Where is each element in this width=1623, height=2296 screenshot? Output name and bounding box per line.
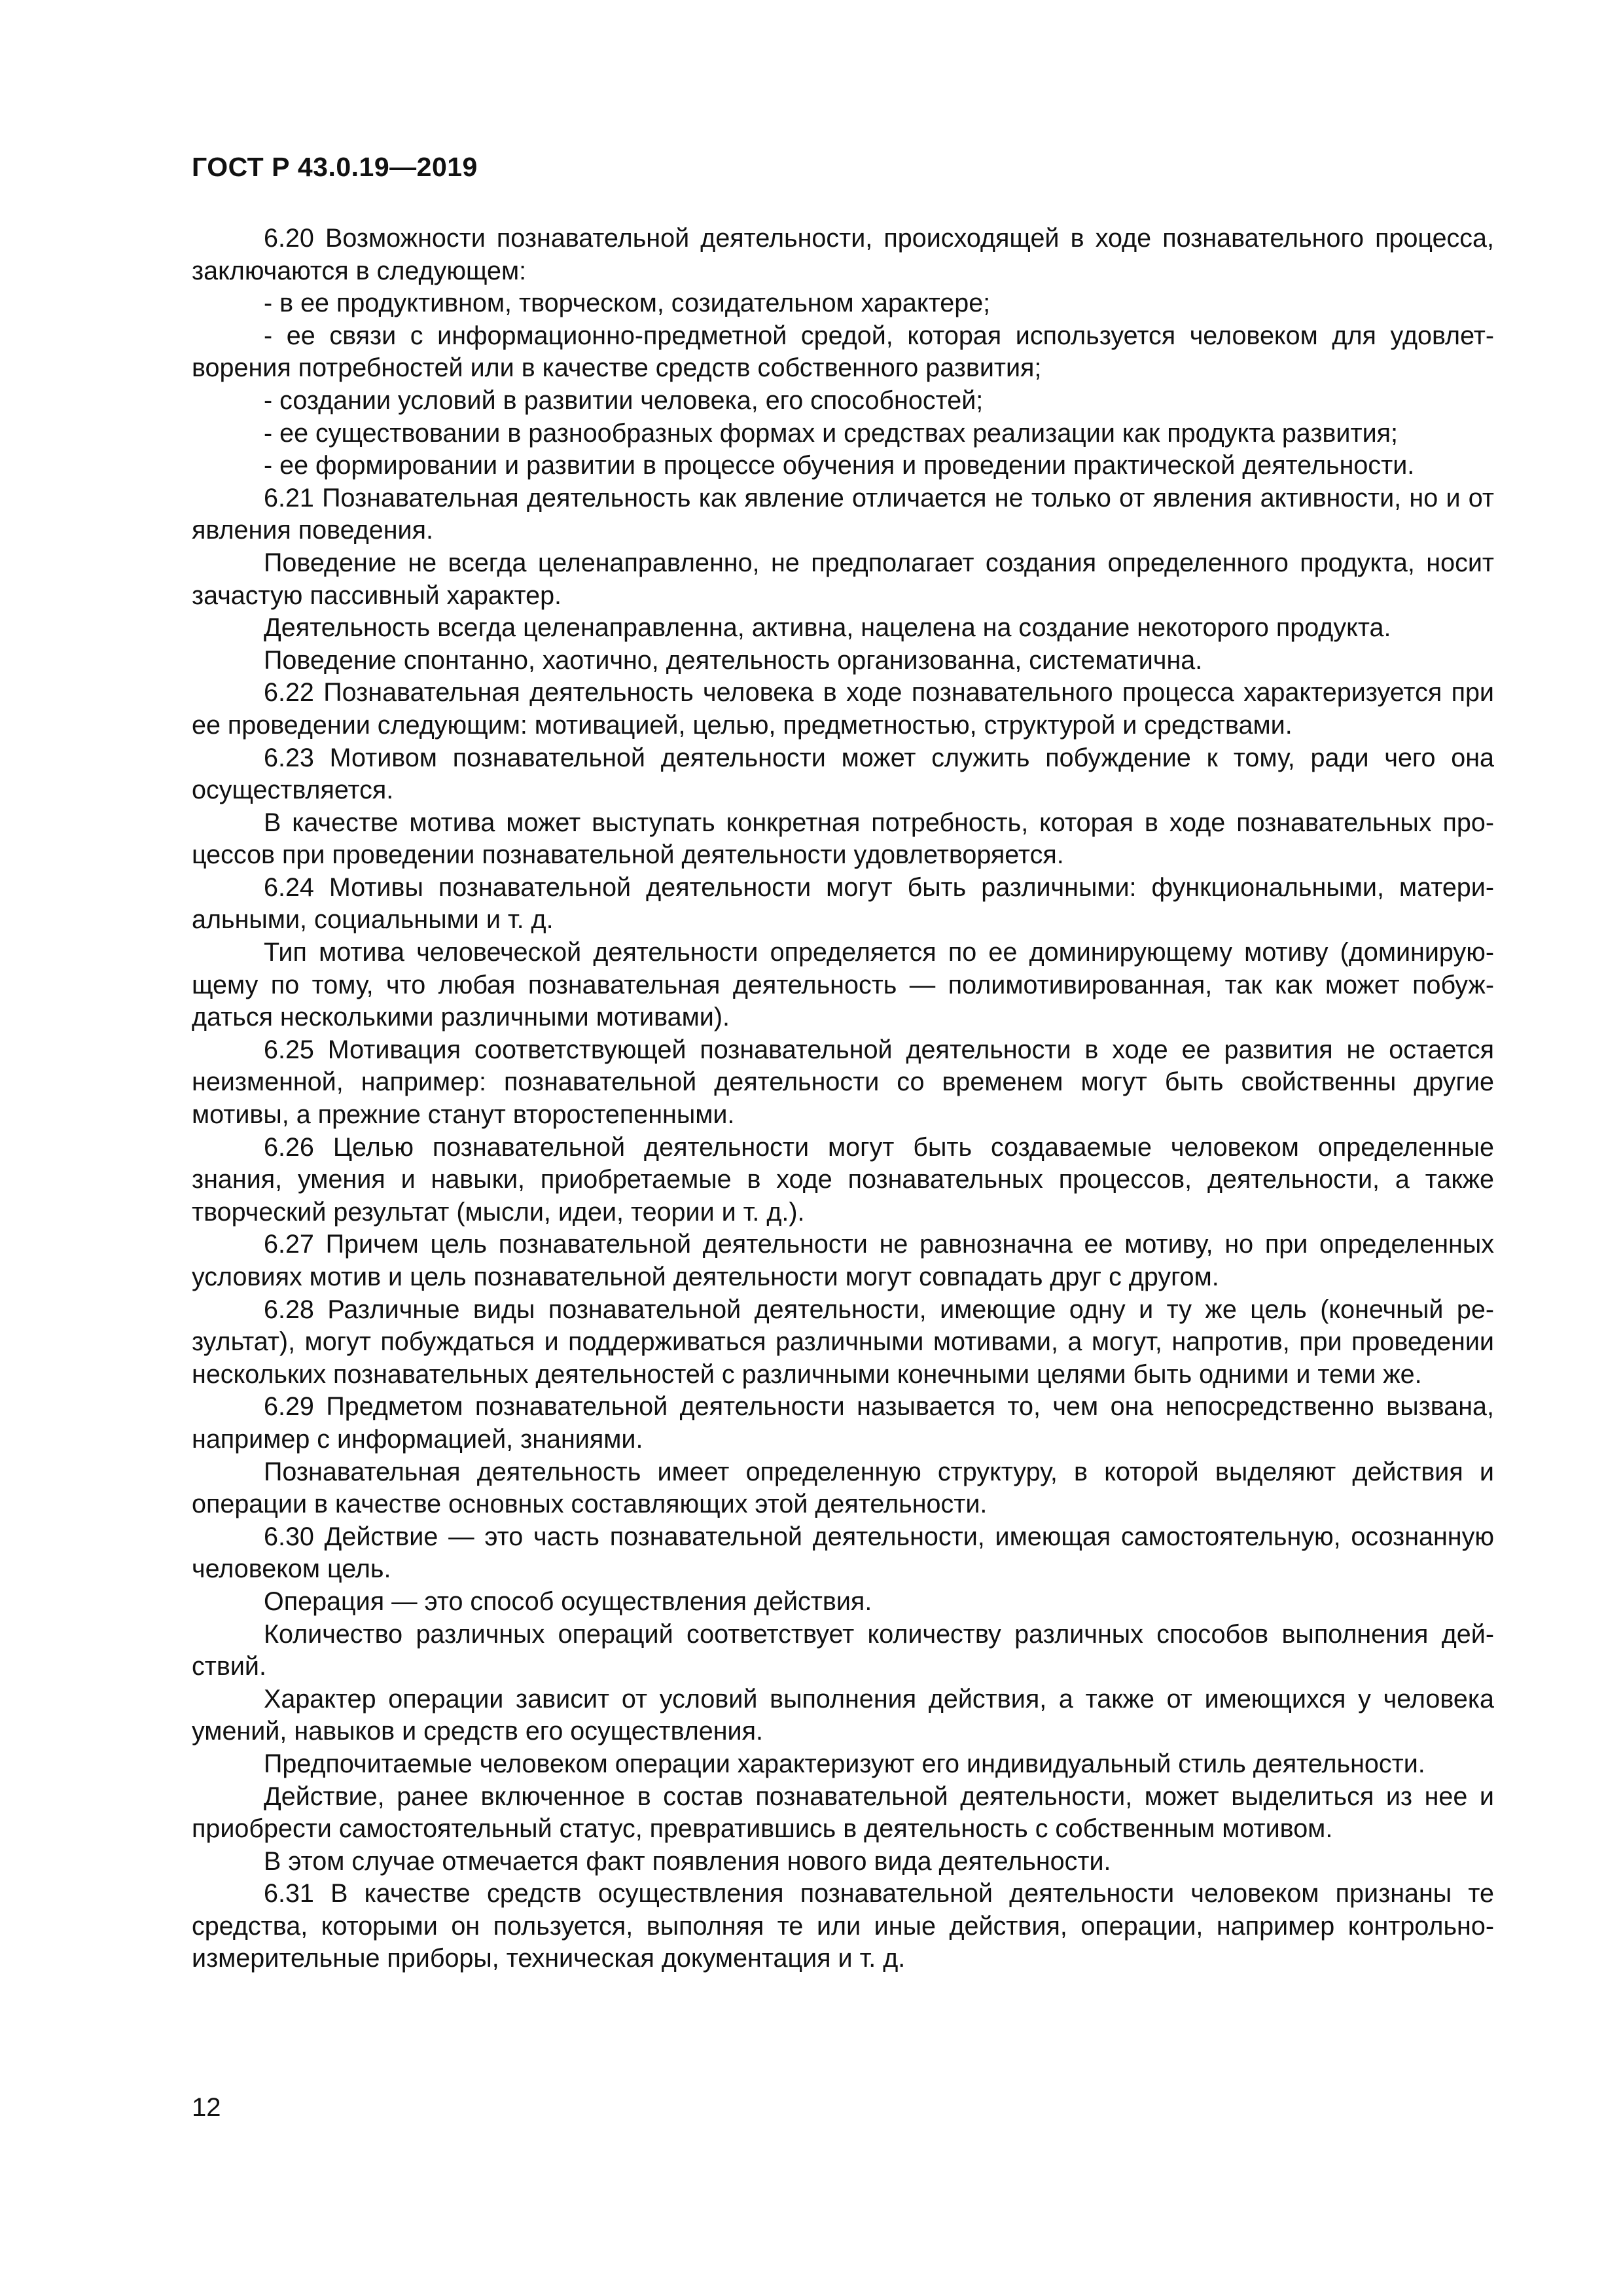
paragraph: Характер операции зависит от условий выполнения действия, а также от имеющихся у человека умений, навыков и средств его осуществления. xyxy=(192,1684,1494,1746)
paragraph-6-22: 6.22 Познавательная деятельность человека в ходе познавательного процесса характеризуется при ее проведении следующим: мотивацией, целью, предметностью, структурой и средствами. xyxy=(192,678,1494,740)
paragraph: Операция — это способ осуществления действия. xyxy=(264,1587,872,1616)
paragraph: Предпочитаемые человеком операции характеризуют его индивидуальный стиль деятельности. xyxy=(264,1749,1425,1778)
paragraph: Тип мотива человеческой деятельности определяется по ее доминирующему мотиву (доминирующему по тому, что любая познавательная деятельность — полимотивированная, так как может побуждаться несколькими различными мотивами). xyxy=(192,938,1494,1032)
paragraph: Количество различных операций соответствует количеству различных способов выполнения действий. xyxy=(192,1619,1494,1681)
paragraph: Поведение не всегда целенаправленно, не предполагает создания определенного продукта, носит зачастую пассивный характер. xyxy=(192,548,1494,610)
paragraph-6-30: 6.30 Действие — это часть познавательной деятельности, имеющая самостоятельную, осознанную человеком цель. xyxy=(192,1522,1494,1584)
paragraph-6-29: 6.29 Предметом познавательной деятельности называется то, чем она непосредственно вызвана, например с информацией, знаниями. xyxy=(192,1392,1494,1454)
list-item: - ее связи с информационно-предметной средой, которая используется человеком для удовлетворения потребностей или в качестве средств собственного развития; xyxy=(192,321,1494,383)
paragraph-6-28: 6.28 Различные виды познавательной деятельности, имеющие одну и ту же цель (конечный результат), могут побуждаться и поддерживаться различными мотивами, а могут, напротив, при проведении нескольких познавательных деятельностей с различными конечными целями быть одними и теми же. xyxy=(192,1295,1494,1389)
paragraph-6-26: 6.26 Целью познавательной деятельности могут быть создаваемые человеком определенные знания, умения и навыки, приобретаемые в ходе познавательных процессов, деятельности, а также творческий результат (мысли, идеи, теории и т. д.). xyxy=(192,1132,1494,1227)
document-body xyxy=(192,223,1494,1975)
list-item: - в ее продуктивном, творческом, созидательном характере; xyxy=(264,289,991,318)
paragraph: Действие, ранее включенное в состав познавательной деятельности, может выделиться из нее и приобрести самостоятельный статус, превратившись в деятельность с собственным мотивом. xyxy=(192,1782,1494,1844)
paragraph-6-24: 6.24 Мотивы познавательной деятельности могут быть различными: функциональными, материальными, социальными и т. д. xyxy=(192,872,1494,935)
paragraph: Деятельность всегда целенаправленна, активна, нацелена на создание некоторого продукта. xyxy=(264,613,1391,643)
paragraph-6-25: 6.25 Мотивация соответствующей познавательной деятельности в ходе ее развития не остается неизменной, например: познавательной деятельности со временем могут быть свойственны другие мотивы, а прежние станут второстепенными. xyxy=(192,1035,1494,1130)
list-item: - ее существовании в разнообразных формах и средствах реализации как продукта развития; xyxy=(264,418,1399,448)
list-item: - ее формировании и развитии в процессе обучения и проведении практической деятельности. xyxy=(264,451,1415,480)
paragraph-6-31: 6.31 В качестве средств осуществления познавательной деятельности человеком признаны те средства, которыми он пользуется, выполняя те или иные действия, операции, например контрольно-измерительные приборы, техническая документация и т. д. xyxy=(192,1879,1494,1973)
paragraph: Познавательная деятельность имеет определенную структуру, в которой выделяют действия и операции в качестве основных составляющих этой деятельности. xyxy=(192,1457,1494,1519)
document-header: ГОСТ Р 43.0.19—2019 xyxy=(192,152,478,182)
list-item: - создании условий в развитии человека, его способностей; xyxy=(264,386,984,415)
paragraph: Поведение спонтанно, хаотично, деятельность организованна, систематична. xyxy=(264,645,1203,675)
paragraph: В качестве мотива может выступать конкретная потребность, которая в ходе познавательных процессов при проведении познавательной деятельности удовлетворяется. xyxy=(192,808,1494,870)
page-number: 12 xyxy=(192,2093,221,2122)
paragraph-6-21: 6.21 Познавательная деятельность как явление отличается не только от явления активности, но и от явления поведения. xyxy=(192,483,1494,545)
paragraph: В этом случае отмечается факт появления нового вида деятельности. xyxy=(264,1846,1111,1876)
paragraph-6-23: 6.23 Мотивом познавательной деятельности может служить побуждение к тому, ради чего она осуществляется. xyxy=(192,743,1494,805)
paragraph-6-27: 6.27 Причем цель познавательной деятельности не равнозначна ее мотиву, но при определенных условиях мотив и цель познавательной деятельности могут совпадать друг с другом. xyxy=(192,1230,1494,1291)
paragraph-6-20: 6.20 Возможности познавательной деятельности, происходящей в ходе познавательного процесса, заключаются в следующем: xyxy=(192,224,1494,285)
